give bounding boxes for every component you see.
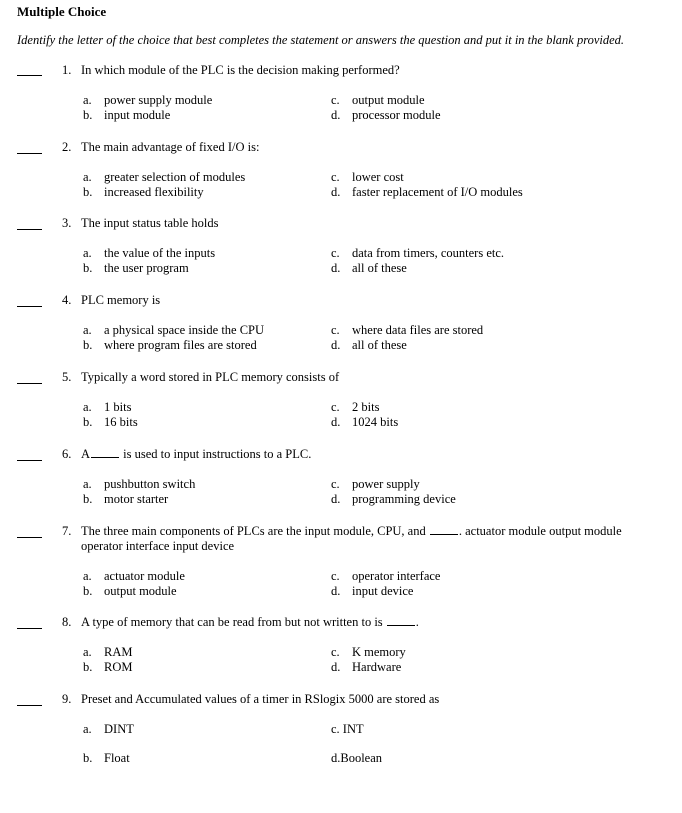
answer-blank[interactable] <box>17 537 42 538</box>
option-text: Float <box>104 751 130 765</box>
option-text: all of these <box>352 338 407 352</box>
option-letter: d. <box>331 492 341 506</box>
option-c <box>331 722 364 737</box>
option-letter: a. <box>83 477 92 491</box>
answer-blank[interactable] <box>17 383 42 384</box>
option-letter: b. <box>83 751 93 765</box>
option-text: output module <box>352 93 425 107</box>
option-letter: b. <box>83 338 93 352</box>
option-b <box>83 751 130 766</box>
option-text: power supply <box>352 477 420 491</box>
question-text-after: is used to input instructions to a PLC. <box>123 447 312 461</box>
option-text: K memory <box>352 645 406 659</box>
option-text: ROM <box>104 660 133 674</box>
option-b <box>83 185 204 200</box>
option-b <box>83 108 170 123</box>
question-text <box>81 615 419 630</box>
option-a <box>83 246 215 261</box>
option-text: 16 bits <box>104 415 138 429</box>
option-text: faster replacement of I/O modules <box>352 185 523 199</box>
option-text: pushbutton switch <box>104 477 196 491</box>
option-letter: a. <box>83 400 92 414</box>
option-text: power supply module <box>104 93 213 107</box>
option-letter: a. <box>83 246 92 260</box>
option-letter: a. <box>83 569 92 583</box>
option-text: processor module <box>352 108 441 122</box>
inline-blank[interactable] <box>91 447 119 458</box>
answer-blank[interactable] <box>17 460 42 461</box>
option-text: where data files are stored <box>352 323 484 337</box>
option-letter: d. <box>331 584 341 598</box>
option-letter: a. <box>83 93 92 107</box>
option-text: c. INT <box>331 722 364 736</box>
option-a <box>83 323 264 338</box>
option-letter: b. <box>83 415 93 429</box>
option-letter: b. <box>83 584 93 598</box>
option-d <box>331 415 398 430</box>
question-number: 4. <box>62 293 72 307</box>
option-c <box>331 93 425 108</box>
option-b <box>83 415 138 430</box>
option-d <box>331 492 456 507</box>
option-b <box>83 338 257 353</box>
option-a <box>83 722 134 737</box>
option-text: 2 bits <box>352 400 380 414</box>
option-letter: c. <box>331 645 340 659</box>
answer-blank[interactable] <box>17 75 42 76</box>
option-text: d.Boolean <box>331 751 383 765</box>
option-a <box>83 93 212 108</box>
option-text: RAM <box>104 645 133 659</box>
option-text: the user program <box>104 261 189 275</box>
option-text: operator interface <box>352 569 441 583</box>
inline-blank[interactable] <box>387 615 415 626</box>
question-text: Typically a word stored in PLC memory consists of <box>81 370 340 384</box>
option-letter: a. <box>83 722 92 736</box>
option-text: lower cost <box>352 170 404 184</box>
option-b <box>83 261 189 276</box>
option-a <box>83 569 185 584</box>
option-text: data from timers, counters etc. <box>352 246 505 260</box>
option-b <box>83 660 132 675</box>
answer-blank[interactable] <box>17 628 42 629</box>
answer-blank[interactable] <box>17 705 42 706</box>
option-b <box>83 492 168 507</box>
option-letter: b. <box>83 492 93 506</box>
option-letter: c. <box>331 400 340 414</box>
question-number: 8. <box>62 615 72 629</box>
question-number: 5. <box>62 370 72 384</box>
question-text <box>81 447 311 462</box>
option-letter: b. <box>83 660 93 674</box>
question-number: 3. <box>62 216 72 230</box>
option-letter: a. <box>83 645 92 659</box>
option-letter: c. <box>331 477 340 491</box>
option-a <box>83 170 245 185</box>
instructions: Identify the letter of the choice that best completes the statement or answers the question and put it in the blank provided. <box>17 33 625 47</box>
answer-blank[interactable] <box>17 306 42 307</box>
option-letter: a. <box>83 170 92 184</box>
option-letter: d. <box>331 108 341 122</box>
option-letter: b. <box>83 185 93 199</box>
option-text: all of these <box>352 261 407 275</box>
option-c <box>331 170 404 185</box>
question-text-before: A type of memory that can be read from but not written to is <box>81 615 383 629</box>
option-text: greater selection of modules <box>104 170 246 184</box>
option-letter: b. <box>83 261 93 275</box>
question-text-after: . actuator module output module operator interface input device <box>81 524 622 553</box>
option-d <box>331 584 413 599</box>
option-text: programming device <box>352 492 456 506</box>
option-a <box>83 645 132 660</box>
option-letter: c. <box>331 569 340 583</box>
question-number: 2. <box>62 140 72 154</box>
question-number: 7. <box>62 524 72 538</box>
option-c <box>331 569 440 584</box>
option-d <box>331 751 382 766</box>
option-letter: d. <box>331 415 341 429</box>
option-c <box>331 323 483 338</box>
question-number: 9. <box>62 692 72 706</box>
option-a <box>83 477 195 492</box>
question-text: PLC memory is <box>81 293 161 307</box>
option-letter: d. <box>331 338 341 352</box>
option-text: Hardware <box>352 660 402 674</box>
option-text: DINT <box>104 722 134 736</box>
option-text: increased flexibility <box>104 185 204 199</box>
option-letter: d. <box>331 185 341 199</box>
question-text-before: A <box>81 447 91 461</box>
answer-blank[interactable] <box>17 153 42 154</box>
question-text: The main advantage of fixed I/O is: <box>81 140 260 154</box>
option-letter: d. <box>331 261 341 275</box>
option-text: output module <box>104 584 177 598</box>
option-letter: d. <box>331 660 341 674</box>
question-text-after: . <box>415 615 419 629</box>
option-text: actuator module <box>104 569 185 583</box>
option-letter: c. <box>331 170 340 184</box>
option-d <box>331 185 523 200</box>
question-text: In which module of the PLC is the decision making performed? <box>81 63 400 77</box>
option-text: 1 bits <box>104 400 132 414</box>
question-number: 6. <box>62 447 72 461</box>
section-title: Multiple Choice <box>17 4 107 19</box>
question-text: The input status table holds <box>81 216 219 230</box>
option-d <box>331 660 401 675</box>
option-letter: c. <box>331 323 340 337</box>
option-c <box>331 477 420 492</box>
option-d <box>331 108 441 123</box>
option-text: the value of the inputs <box>104 246 216 260</box>
option-d <box>331 338 407 353</box>
option-c <box>331 246 504 261</box>
question-text: Preset and Accumulated values of a timer in RSlogix 5000 are stored as <box>81 692 440 706</box>
question-text <box>81 524 646 554</box>
question-text-before: The three main components of PLCs are the input module, CPU, and <box>81 524 426 538</box>
option-a <box>83 400 131 415</box>
option-c <box>331 400 379 415</box>
question-number: 1. <box>62 63 72 77</box>
option-letter: c. <box>331 246 340 260</box>
option-text: where program files are stored <box>104 338 257 352</box>
option-text: 1024 bits <box>352 415 399 429</box>
option-b <box>83 584 177 599</box>
option-letter: a. <box>83 323 92 337</box>
option-c <box>331 645 406 660</box>
option-text: input module <box>104 108 171 122</box>
option-text: input device <box>352 584 414 598</box>
option-text: a physical space inside the CPU <box>104 323 265 337</box>
option-text: motor starter <box>104 492 169 506</box>
inline-blank[interactable] <box>430 524 458 535</box>
answer-blank[interactable] <box>17 229 42 230</box>
option-d <box>331 261 407 276</box>
option-letter: c. <box>331 93 340 107</box>
option-letter: b. <box>83 108 93 122</box>
